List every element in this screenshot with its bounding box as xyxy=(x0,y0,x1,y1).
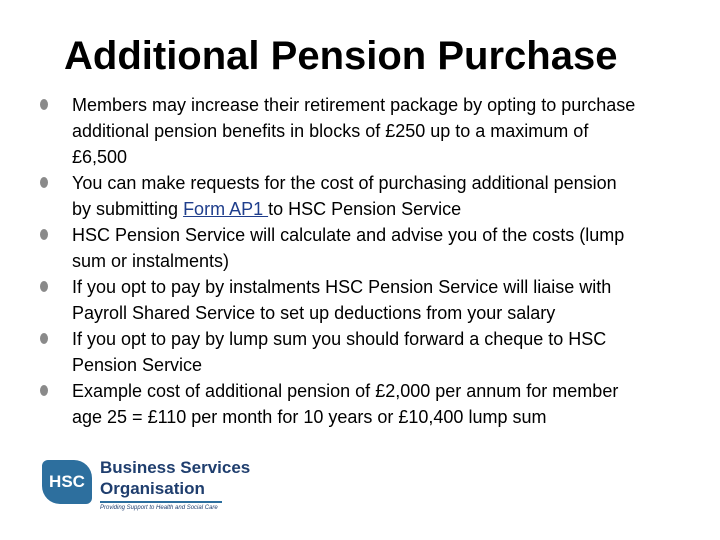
logo-text-line2: Organisation xyxy=(100,479,205,498)
bullet-text-line: Example cost of additional pension of £2,000 per annum for member xyxy=(72,381,619,401)
bullet-text-line: If you opt to pay by instalments HSC Pension Service will liaise with xyxy=(72,277,612,297)
bullet-item xyxy=(40,274,700,326)
hsc-badge-icon: HSC xyxy=(42,460,92,504)
bullet-text-fragment: to HSC Pension Service xyxy=(268,199,462,219)
bullet-text-fragment: by submitting xyxy=(72,199,184,219)
bullet-text-line xyxy=(72,196,700,222)
bullet-text-line: Members may increase their retirement package by opting to purchase xyxy=(72,95,636,115)
bso-logo xyxy=(38,456,251,516)
slide-title: Additional Pension Purchase xyxy=(64,34,618,78)
bullet-text-line: You can make requests for the cost of purchasing additional pension xyxy=(72,173,617,193)
form-ap1-link[interactable]: Form AP1 xyxy=(183,199,269,219)
logo-tagline: Providing Support to Health and Social Care xyxy=(100,505,218,511)
bullet-text-line: additional pension benefits in blocks of £250 up to a maximum of xyxy=(72,121,589,141)
logo-divider xyxy=(100,501,222,503)
bullet-item xyxy=(40,326,700,378)
bullet-item xyxy=(40,92,700,170)
bullet-dot-icon xyxy=(40,177,48,188)
bullet-text-line: If you opt to pay by lump sum you should forward a cheque to HSC xyxy=(72,329,607,349)
bullet-text-line: £6,500 xyxy=(72,147,128,167)
bullet-text-line: HSC Pension Service will calculate and advise you of the costs (lump xyxy=(72,225,625,245)
bullet-item xyxy=(40,170,700,222)
bullet-text-line: sum or instalments) xyxy=(72,251,230,271)
bullet-item xyxy=(40,378,700,430)
bullet-dot-icon xyxy=(40,281,48,292)
bullet-dot-icon xyxy=(40,99,48,110)
bullet-text-line: Payroll Shared Service to set up deductions from your salary xyxy=(72,303,556,323)
bullet-dot-icon xyxy=(40,229,48,240)
bullet-dot-icon xyxy=(40,385,48,396)
bullet-text-line: Pension Service xyxy=(72,355,203,375)
bullet-text-line: age 25 = £110 per month for 10 years or £10,400 lump sum xyxy=(72,407,547,427)
bullet-item xyxy=(40,222,700,274)
bullet-dot-icon xyxy=(40,333,48,344)
logo-text-line1: Business Services xyxy=(100,458,251,477)
bullet-list xyxy=(40,92,700,430)
